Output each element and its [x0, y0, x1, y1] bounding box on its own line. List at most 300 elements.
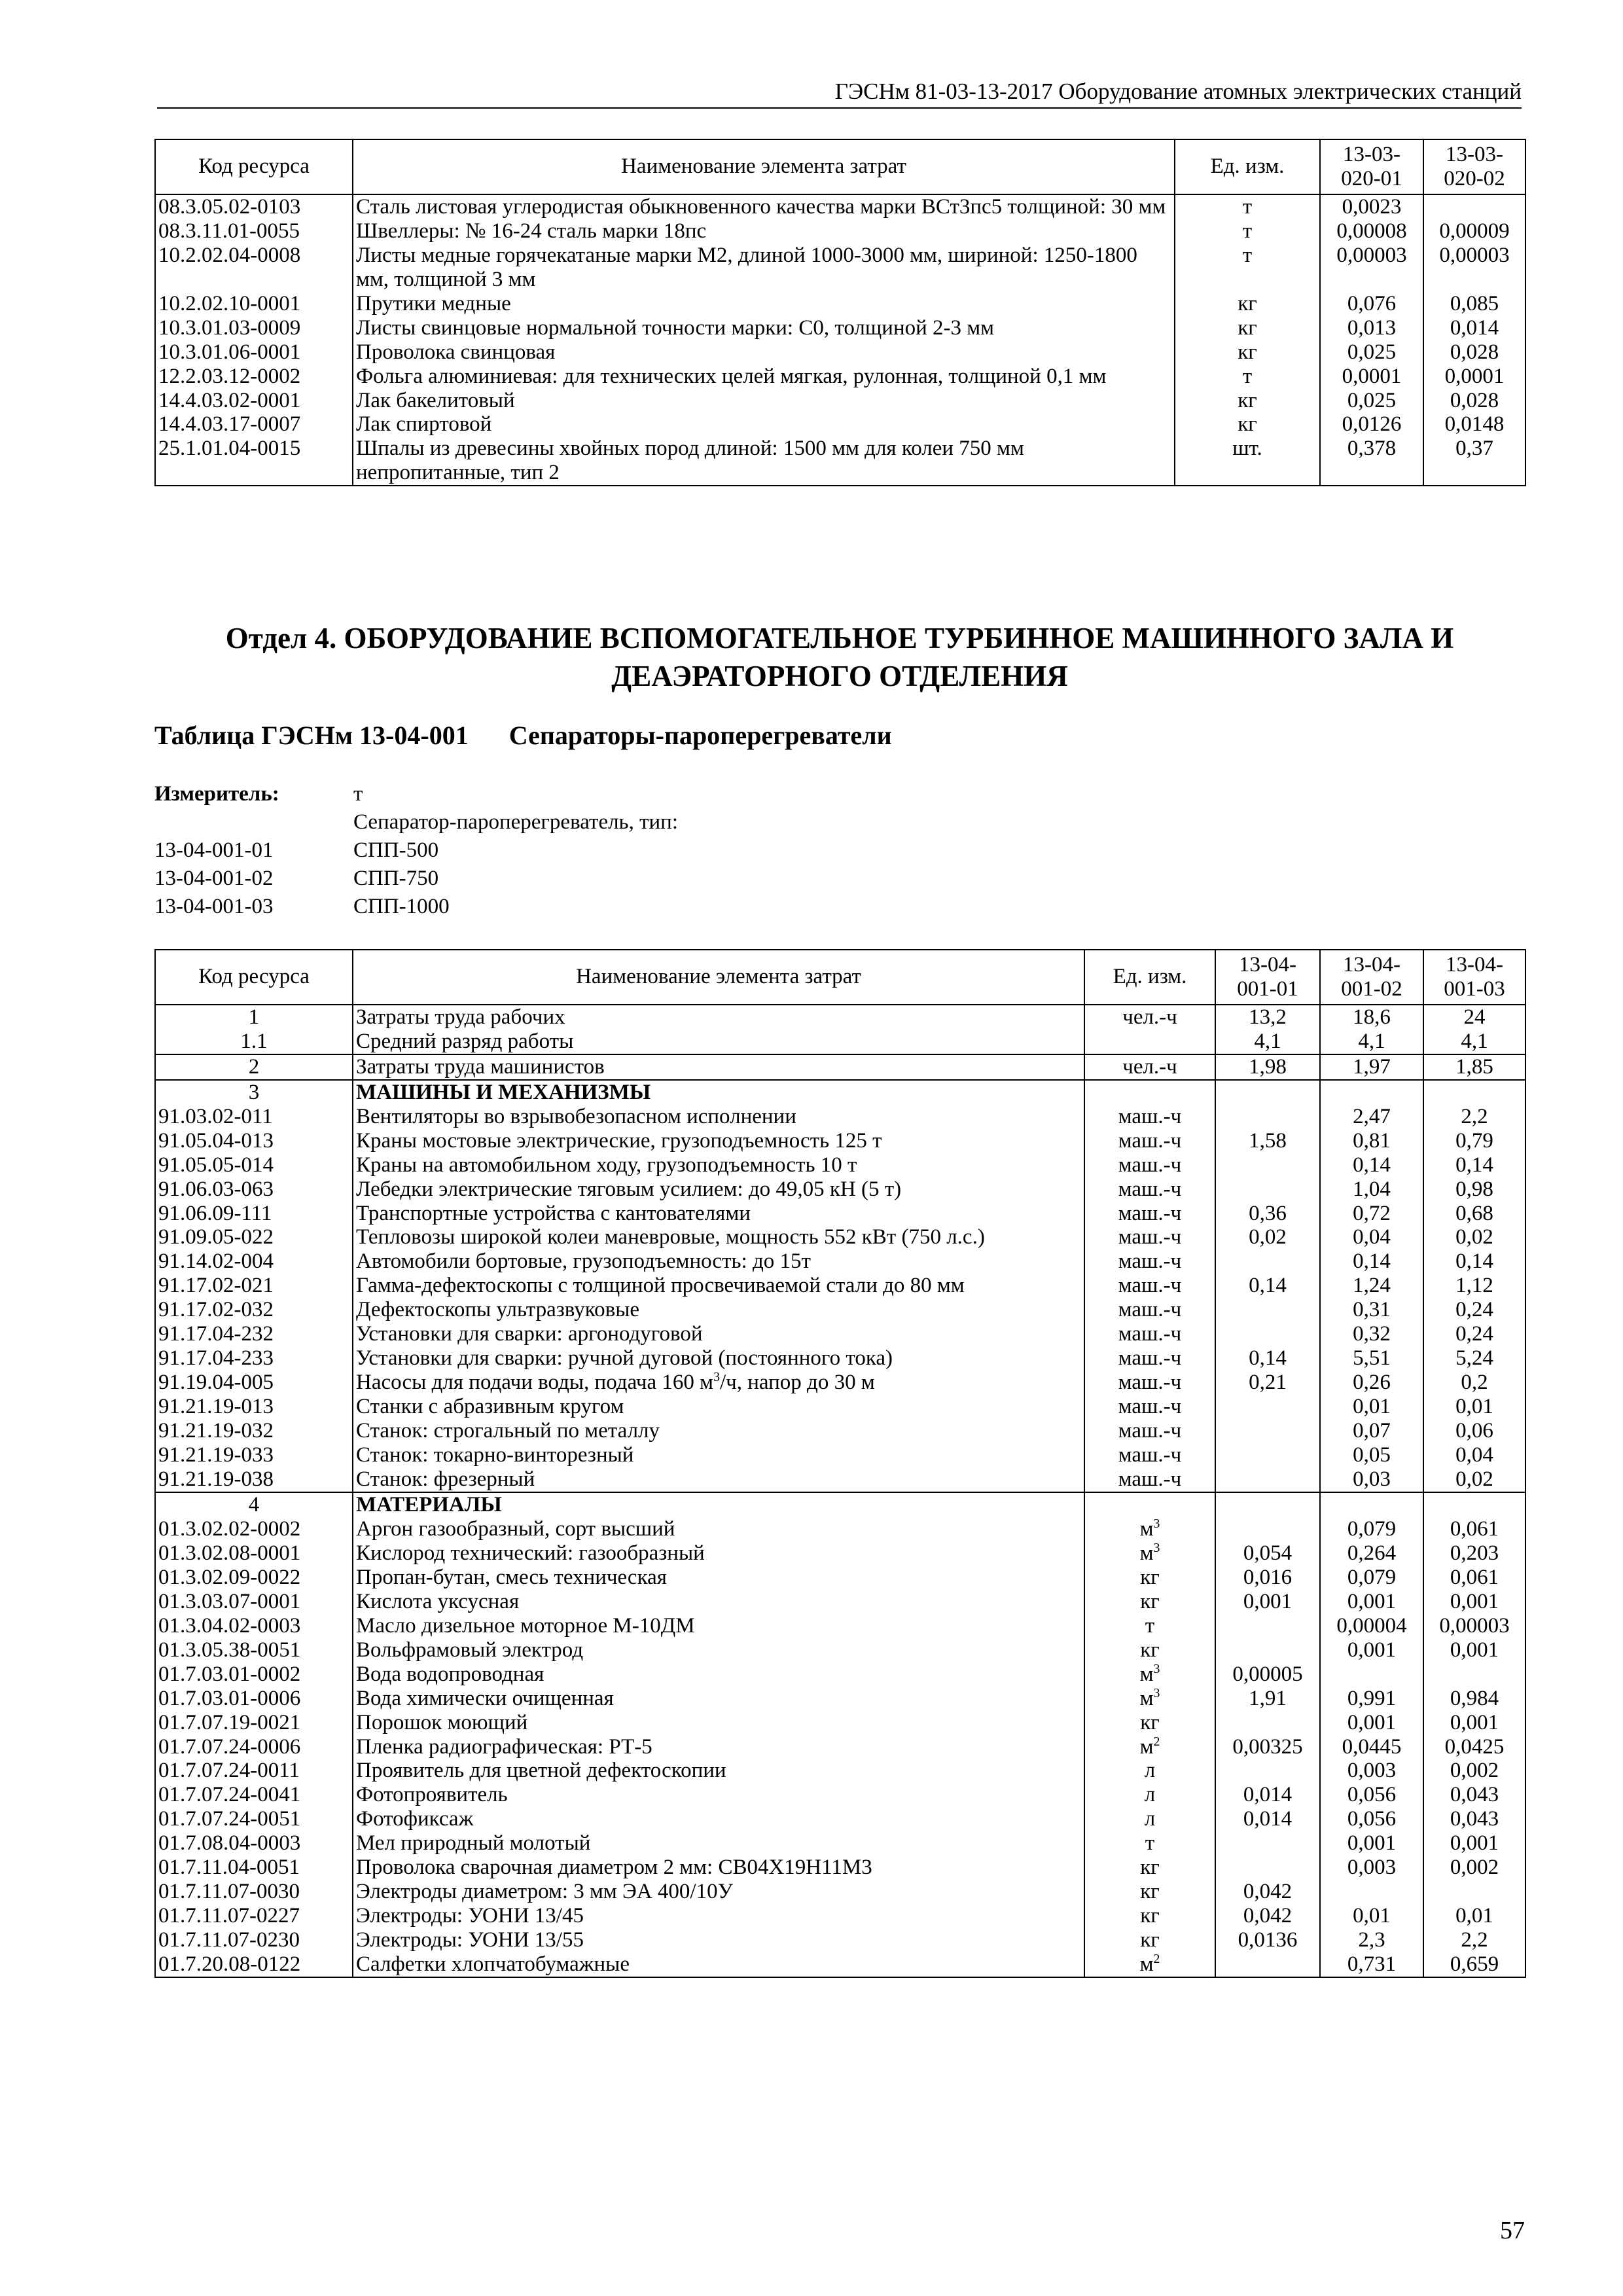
- value-001-03: 0,043: [1423, 1807, 1525, 1831]
- table-row: [155, 219, 1525, 243]
- resource-code: 91.21.19-032: [155, 1419, 353, 1443]
- value-001-01: 1,98: [1215, 1054, 1320, 1080]
- resource-code: 01.7.11.07-0230: [155, 1928, 353, 1952]
- value-001-02: 0,05: [1320, 1443, 1423, 1467]
- value-020-02: 0,014: [1423, 316, 1525, 340]
- value-020-01: 0,013: [1320, 316, 1423, 340]
- resource-code: 91.05.05-014: [155, 1153, 353, 1177]
- meter-item-name: СПП-500: [353, 838, 439, 862]
- value-001-03: 0,061: [1423, 1517, 1525, 1541]
- resource-name: Листы медные горячекатаные марки М2, длиной 1000-3000 мм, шириной: 1250-1800 мм, толщиной 3 мм: [353, 243, 1175, 292]
- value-001-02: 0,01: [1320, 1904, 1423, 1928]
- resource-code: 91.05.04-013: [155, 1129, 353, 1153]
- resource-code: 10.2.02.04-0008: [155, 243, 353, 292]
- table-row: [155, 1759, 1525, 1783]
- value-020-01: 0,0023: [1320, 194, 1423, 219]
- value-001-01: [1215, 1105, 1320, 1129]
- resource-name: Сталь листовая углеродистая обыкновенного качества марки ВСт3пс5 толщиной: 30 мм: [353, 194, 1175, 219]
- value-001-03: 0,984: [1423, 1687, 1525, 1711]
- col-header-001-02: 13-04- 001-02: [1320, 950, 1423, 1005]
- value-001-01: 0,02: [1215, 1225, 1320, 1249]
- resource-name: Электроды диаметром: 3 мм ЭА 400/10У: [353, 1880, 1084, 1904]
- value-001-01: 0,014: [1215, 1783, 1320, 1807]
- table-row: [155, 292, 1525, 316]
- resource-name: Лебедки электрические тяговым усилием: до 49,05 кН (5 т): [353, 1177, 1084, 1202]
- resource-code: 91.17.04-232: [155, 1322, 353, 1346]
- resource-name: Фотофиксаж: [353, 1807, 1084, 1831]
- resource-name: Масло дизельное моторное М-10ДМ: [353, 1614, 1084, 1638]
- unit: маш.-ч: [1084, 1395, 1215, 1419]
- value-001-03: 0,001: [1423, 1638, 1525, 1662]
- resource-code: 01.7.11.04-0051: [155, 1856, 353, 1880]
- resource-name: Насосы для подачи воды, подача 160 $м^3/ч$, напор до 30 м: [353, 1371, 1084, 1395]
- resource-name: Кислород технический: газообразный: [353, 1541, 1084, 1566]
- table-row: [155, 1030, 1525, 1054]
- value-001-01: [1215, 1711, 1320, 1735]
- unit: [1084, 1080, 1215, 1105]
- unit: маш.-ч: [1084, 1274, 1215, 1298]
- col-header-unit: Ед. изм.: [1084, 950, 1215, 1005]
- value-001-02: 0,72: [1320, 1202, 1423, 1226]
- value-001-01: [1215, 1492, 1320, 1517]
- value-001-02: 0,00004: [1320, 1614, 1423, 1638]
- resource-name: Автомобили бортовые, грузоподъемность: до 15т: [353, 1249, 1084, 1274]
- unit: маш.-ч: [1084, 1346, 1215, 1371]
- value-001-03: 0,001: [1423, 1831, 1525, 1856]
- resource-name: Установки для сварки: ручной дуговой (постоянного тока): [353, 1346, 1084, 1371]
- value-001-03: 1,12: [1423, 1274, 1525, 1298]
- unit: кг: [1175, 412, 1320, 437]
- resource-code: 1.1: [155, 1030, 353, 1054]
- value-001-03: 0,061: [1423, 1566, 1525, 1590]
- value-001-03: 2,2: [1423, 1928, 1525, 1952]
- resource-code: 01.7.03.01-0006: [155, 1687, 353, 1711]
- value-020-02: 0,00009: [1423, 219, 1525, 243]
- table-row: [155, 365, 1525, 389]
- resource-code: 91.21.19-033: [155, 1443, 353, 1467]
- resource-name: Лак бакелитовый: [353, 389, 1175, 413]
- table-row: [155, 1590, 1525, 1614]
- resource-name: Проволока свинцовая: [353, 340, 1175, 365]
- value-001-03: 0,98: [1423, 1177, 1525, 1202]
- col-header-name: Наименование элемента затрат: [353, 950, 1084, 1005]
- resource-name: Лак спиртовой: [353, 412, 1175, 437]
- value-020-01: 0,025: [1320, 389, 1423, 413]
- value-001-01: [1215, 1249, 1320, 1274]
- page-number: 57: [1500, 2217, 1525, 2244]
- resource-name: Краны на автомобильном ходу, грузоподъемность 10 т: [353, 1153, 1084, 1177]
- value-001-01: [1215, 1298, 1320, 1322]
- resource-code: 01.7.03.01-0002: [155, 1662, 353, 1687]
- resource-name: Дефектоскопы ультразвуковые: [353, 1298, 1084, 1322]
- unit: маш.-ч: [1084, 1322, 1215, 1346]
- unit: $м^2$: [1084, 1952, 1215, 1977]
- value-001-03: 0,79: [1423, 1129, 1525, 1153]
- resource-name: Электроды: УОНИ 13/45: [353, 1904, 1084, 1928]
- unit: кг: [1084, 1928, 1215, 1952]
- value-001-02: 0,003: [1320, 1759, 1423, 1783]
- value-001-02: 2,47: [1320, 1105, 1423, 1129]
- table-row: [155, 1202, 1525, 1226]
- value-001-03: 0,24: [1423, 1298, 1525, 1322]
- value-001-02: 0,03: [1320, 1467, 1423, 1492]
- resource-name: МАТЕРИАЛЫ: [353, 1492, 1084, 1517]
- value-001-02: 0,32: [1320, 1322, 1423, 1346]
- table-row: [155, 1614, 1525, 1638]
- table-row: [155, 1735, 1525, 1759]
- resource-name: Швеллеры: № 16-24 сталь марки 18пс: [353, 219, 1175, 243]
- value-001-02: 0,056: [1320, 1807, 1423, 1831]
- resource-code: 3: [155, 1080, 353, 1105]
- value-001-03: 0,001: [1423, 1590, 1525, 1614]
- table-row: [155, 194, 1525, 219]
- unit: маш.-ч: [1084, 1105, 1215, 1129]
- value-001-02: 0,001: [1320, 1590, 1423, 1614]
- col-header-unit: Ед. изм.: [1175, 139, 1320, 194]
- value-001-02: 4,1: [1320, 1030, 1423, 1054]
- value-001-01: [1215, 1443, 1320, 1467]
- table-row: [155, 316, 1525, 340]
- resource-name: Гамма-дефектоскопы с толщиной просвечиваемой стали до 80 мм: [353, 1274, 1084, 1298]
- table-row: [155, 1517, 1525, 1541]
- value-001-01: [1215, 1831, 1320, 1856]
- meter-item-code: 13-04-001-01: [154, 838, 274, 862]
- resource-code: 91.21.19-013: [155, 1395, 353, 1419]
- unit: [1084, 1030, 1215, 1054]
- col-header-020-02: 13-03- 020-02: [1423, 139, 1525, 194]
- value-001-03: 0,002: [1423, 1759, 1525, 1783]
- resource-code: 01.7.07.24-0051: [155, 1807, 353, 1831]
- unit: кг: [1175, 340, 1320, 365]
- value-001-01: [1215, 1395, 1320, 1419]
- value-001-01: 0,0136: [1215, 1928, 1320, 1952]
- table-row: [155, 1443, 1525, 1467]
- table-row: [155, 1807, 1525, 1831]
- resource-name: Краны мостовые электрические, грузоподъемность 125 т: [353, 1129, 1084, 1153]
- value-001-01: [1215, 1759, 1320, 1783]
- table-previous-resources: [154, 139, 1526, 486]
- table-row: [155, 1952, 1525, 1977]
- value-001-01: 4,1: [1215, 1030, 1320, 1054]
- unit: $м^3$: [1084, 1687, 1215, 1711]
- table-title-code: Таблица ГЭСНм 13-04-001: [154, 721, 469, 750]
- table-row: [155, 1346, 1525, 1371]
- resource-code: 08.3.11.01-0055: [155, 219, 353, 243]
- value-001-02: 0,003: [1320, 1856, 1423, 1880]
- unit: кг: [1084, 1590, 1215, 1614]
- value-001-03: 4,1: [1423, 1030, 1525, 1054]
- resource-code: 01.7.07.24-0011: [155, 1759, 353, 1783]
- value-001-03: 0,2: [1423, 1371, 1525, 1395]
- meter-item-name: СПП-1000: [353, 895, 450, 918]
- resource-code: 91.03.02-011: [155, 1105, 353, 1129]
- value-001-02: 1,97: [1320, 1054, 1423, 1080]
- resource-code: 91.09.05-022: [155, 1225, 353, 1249]
- section-row: [155, 1080, 1525, 1105]
- meter-type-label: Сепаратор-пароперегреватель, тип:: [353, 810, 679, 834]
- resource-code: 01.3.02.02-0002: [155, 1517, 353, 1541]
- resource-code: 14.4.03.02-0001: [155, 389, 353, 413]
- value-001-02: 0,14: [1320, 1249, 1423, 1274]
- table-row: [155, 1904, 1525, 1928]
- resource-code: 91.14.02-004: [155, 1249, 353, 1274]
- resource-code: 10.3.01.06-0001: [155, 340, 353, 365]
- value-001-02: 0,731: [1320, 1952, 1423, 1977]
- table-row: [155, 243, 1525, 292]
- unit: маш.-ч: [1084, 1467, 1215, 1492]
- value-020-02: 0,028: [1423, 389, 1525, 413]
- resource-code: 91.17.04-233: [155, 1346, 353, 1371]
- value-001-03: 0,0425: [1423, 1735, 1525, 1759]
- value-001-03: 0,043: [1423, 1783, 1525, 1807]
- value-001-01: 0,00325: [1215, 1735, 1320, 1759]
- value-020-01: 0,00003: [1320, 243, 1423, 292]
- unit: $м^3$: [1084, 1662, 1215, 1687]
- running-header: [157, 77, 1522, 109]
- resource-code: 4: [155, 1492, 353, 1517]
- resource-code: 25.1.01.04-0015: [155, 437, 353, 486]
- resource-name: Вольфрамовый электрод: [353, 1638, 1084, 1662]
- value-001-03: 0,14: [1423, 1249, 1525, 1274]
- value-001-01: 0,014: [1215, 1807, 1320, 1831]
- value-001-01: 0,21: [1215, 1371, 1320, 1395]
- resource-code: 01.7.08.04-0003: [155, 1831, 353, 1856]
- unit: кг: [1084, 1638, 1215, 1662]
- value-001-02: 0,056: [1320, 1783, 1423, 1807]
- section-title: [154, 619, 1525, 695]
- table-title: [154, 720, 892, 751]
- resource-code: 2: [155, 1054, 353, 1080]
- resource-code: 91.21.19-038: [155, 1467, 353, 1492]
- value-001-03: 0,24: [1423, 1322, 1525, 1346]
- unit: т: [1175, 243, 1320, 292]
- value-001-03: 0,002: [1423, 1856, 1525, 1880]
- table-row: [155, 1419, 1525, 1443]
- unit: маш.-ч: [1084, 1177, 1215, 1202]
- value-001-02: 0,14: [1320, 1153, 1423, 1177]
- resource-name: Шпалы из древесины хвойных пород длиной: 1500 мм для колеи 750 мм непропитанные, тип 2: [353, 437, 1175, 486]
- unit: шт.: [1175, 437, 1320, 486]
- table-header-row: [155, 139, 1525, 194]
- unit: маш.-ч: [1084, 1225, 1215, 1249]
- value-001-03: 0,06: [1423, 1419, 1525, 1443]
- resource-code: 10.3.01.03-0009: [155, 316, 353, 340]
- value-001-02: [1320, 1492, 1423, 1517]
- table-row: [155, 340, 1525, 365]
- col-header-020-01: 13-03- 020-01: [1320, 139, 1423, 194]
- table-row: [155, 1177, 1525, 1202]
- unit: маш.-ч: [1084, 1371, 1215, 1395]
- table-row: [155, 437, 1525, 486]
- table-row: [155, 1395, 1525, 1419]
- value-001-01: 13,2: [1215, 1005, 1320, 1030]
- value-020-02: 0,0001: [1423, 365, 1525, 389]
- resource-code: 01.3.02.09-0022: [155, 1566, 353, 1590]
- resource-name: Станок: фрезерный: [353, 1467, 1084, 1492]
- value-001-03: 0,01: [1423, 1395, 1525, 1419]
- unit: чел.-ч: [1084, 1005, 1215, 1030]
- meter-item: [154, 893, 678, 921]
- table-row: [155, 1687, 1525, 1711]
- resource-name: Затраты труда рабочих: [353, 1005, 1084, 1030]
- table-row: [155, 1856, 1525, 1880]
- unit: кг: [1084, 1711, 1215, 1735]
- resource-code: 01.7.07.24-0006: [155, 1735, 353, 1759]
- col-header-code: Код ресурса: [155, 950, 353, 1005]
- value-001-03: [1423, 1492, 1525, 1517]
- table-row: [155, 1322, 1525, 1346]
- value-001-02: 0,991: [1320, 1687, 1423, 1711]
- meter-item: [154, 865, 678, 893]
- meter-item: [154, 836, 678, 865]
- value-001-01: [1215, 1856, 1320, 1880]
- resource-name: Мел природный молотый: [353, 1831, 1084, 1856]
- value-020-02: [1423, 194, 1525, 219]
- value-001-01: [1215, 1322, 1320, 1346]
- value-001-02: 0,31: [1320, 1298, 1423, 1322]
- resource-code: 91.17.02-021: [155, 1274, 353, 1298]
- resource-code: 91.06.09-111: [155, 1202, 353, 1226]
- value-020-02: 0,00003: [1423, 243, 1525, 292]
- unit: л: [1084, 1807, 1215, 1831]
- value-001-01: 0,00005: [1215, 1662, 1320, 1687]
- unit: кг: [1175, 316, 1320, 340]
- unit: маш.-ч: [1084, 1298, 1215, 1322]
- table-title-name: Сепараторы-пароперегреватели: [508, 721, 892, 750]
- resource-name: Станки с абразивным кругом: [353, 1395, 1084, 1419]
- value-001-03: [1423, 1080, 1525, 1105]
- resource-name: Транспортные устройства с кантователями: [353, 1202, 1084, 1226]
- value-001-03: 0,00003: [1423, 1614, 1525, 1638]
- value-001-02: 0,01: [1320, 1395, 1423, 1419]
- unit: $м^3$: [1084, 1541, 1215, 1566]
- resource-code: 01.7.11.07-0030: [155, 1880, 353, 1904]
- meter-unit: т: [353, 782, 363, 806]
- table-row: [155, 1566, 1525, 1590]
- table-row: [155, 1105, 1525, 1129]
- resource-name: Порошок моющий: [353, 1711, 1084, 1735]
- meter-label: Измеритель:: [154, 782, 279, 806]
- resource-code: 91.17.02-032: [155, 1298, 353, 1322]
- unit: кг: [1175, 389, 1320, 413]
- value-001-02: [1320, 1080, 1423, 1105]
- value-001-03: 0,659: [1423, 1952, 1525, 1977]
- resource-code: 01.3.02.08-0001: [155, 1541, 353, 1566]
- unit: л: [1084, 1759, 1215, 1783]
- value-001-02: 0,81: [1320, 1129, 1423, 1153]
- value-001-01: [1215, 1177, 1320, 1202]
- header-title: ГЭСНм 81-03-13-2017 Оборудование атомных электрических станций: [834, 79, 1522, 104]
- unit: кг: [1175, 292, 1320, 316]
- col-header-name: Наименование элемента затрат: [353, 139, 1175, 194]
- table-row: [155, 1928, 1525, 1952]
- col-header-code: Код ресурса: [155, 139, 353, 194]
- value-001-01: [1215, 1952, 1320, 1977]
- value-001-02: [1320, 1662, 1423, 1687]
- resource-name: Пропан-бутан, смесь техническая: [353, 1566, 1084, 1590]
- value-001-03: 1,85: [1423, 1054, 1525, 1080]
- unit: т: [1175, 194, 1320, 219]
- resource-code: 1: [155, 1005, 353, 1030]
- unit: т: [1084, 1614, 1215, 1638]
- resource-name: Вода водопроводная: [353, 1662, 1084, 1687]
- unit: маш.-ч: [1084, 1129, 1215, 1153]
- section-row: [155, 1492, 1525, 1517]
- col-header-001-01: 13-04- 001-01: [1215, 950, 1320, 1005]
- table-row: [155, 412, 1525, 437]
- unit: т: [1175, 219, 1320, 243]
- value-001-02: 0,07: [1320, 1419, 1423, 1443]
- value-001-02: 1,24: [1320, 1274, 1423, 1298]
- unit: кг: [1084, 1880, 1215, 1904]
- value-001-02: 0,079: [1320, 1566, 1423, 1590]
- resource-code: 14.4.03.17-0007: [155, 412, 353, 437]
- table-row: [155, 1711, 1525, 1735]
- resource-name: Электроды: УОНИ 13/55: [353, 1928, 1084, 1952]
- resource-name: Салфетки хлопчатобумажные: [353, 1952, 1084, 1977]
- value-001-01: 0,001: [1215, 1590, 1320, 1614]
- table-row: [155, 1638, 1525, 1662]
- value-001-02: 2,3: [1320, 1928, 1423, 1952]
- table-row: [155, 1153, 1525, 1177]
- value-001-02: 0,001: [1320, 1711, 1423, 1735]
- resource-name: Проволока сварочная диаметром 2 мм: СВ04Х19Н11М3: [353, 1856, 1084, 1880]
- table-13-04-001: [154, 949, 1526, 1978]
- value-001-03: [1423, 1880, 1525, 1904]
- resource-code: 01.3.04.02-0003: [155, 1614, 353, 1638]
- value-001-03: 0,02: [1423, 1467, 1525, 1492]
- value-001-01: [1215, 1080, 1320, 1105]
- value-020-02: 0,0148: [1423, 412, 1525, 437]
- unit: т: [1084, 1831, 1215, 1856]
- value-001-03: 0,203: [1423, 1541, 1525, 1566]
- resource-name: Проявитель для цветной дефектоскопии: [353, 1759, 1084, 1783]
- resource-code: 01.7.11.07-0227: [155, 1904, 353, 1928]
- value-001-02: [1320, 1880, 1423, 1904]
- value-001-01: 1,91: [1215, 1687, 1320, 1711]
- value-020-02: 0,37: [1423, 437, 1525, 486]
- table-row: [155, 1662, 1525, 1687]
- value-001-03: 24: [1423, 1005, 1525, 1030]
- value-001-02: 0,264: [1320, 1541, 1423, 1566]
- resource-name: Фольга алюминиевая: для технических целей мягкая, рулонная, толщиной 0,1 мм: [353, 365, 1175, 389]
- value-001-01: [1215, 1614, 1320, 1638]
- table-row: [155, 389, 1525, 413]
- table-row: [155, 1880, 1525, 1904]
- resource-name: Тепловозы широкой колеи маневровые, мощность 552 кВт (750 л.с.): [353, 1225, 1084, 1249]
- table-row: [155, 1783, 1525, 1807]
- resource-name: Кислота уксусная: [353, 1590, 1084, 1614]
- unit: $м^2$: [1084, 1735, 1215, 1759]
- value-001-02: 0,26: [1320, 1371, 1423, 1395]
- table-row: [155, 1129, 1525, 1153]
- value-001-02: 1,04: [1320, 1177, 1423, 1202]
- resource-name: Пленка радиографическая: РТ-5: [353, 1735, 1084, 1759]
- table-row: [155, 1249, 1525, 1274]
- table-row: [155, 1541, 1525, 1566]
- unit: маш.-ч: [1084, 1419, 1215, 1443]
- value-001-01: [1215, 1517, 1320, 1541]
- value-020-01: 0,025: [1320, 340, 1423, 365]
- value-001-03: 0,68: [1423, 1202, 1525, 1226]
- unit: [1084, 1492, 1215, 1517]
- resource-name: Вентиляторы во взрывобезопасном исполнении: [353, 1105, 1084, 1129]
- table-row: [155, 1831, 1525, 1856]
- table-row: [155, 1298, 1525, 1322]
- value-001-02: 0,001: [1320, 1831, 1423, 1856]
- resource-name: МАШИНЫ И МЕХАНИЗМЫ: [353, 1080, 1084, 1105]
- value-001-03: 0,001: [1423, 1711, 1525, 1735]
